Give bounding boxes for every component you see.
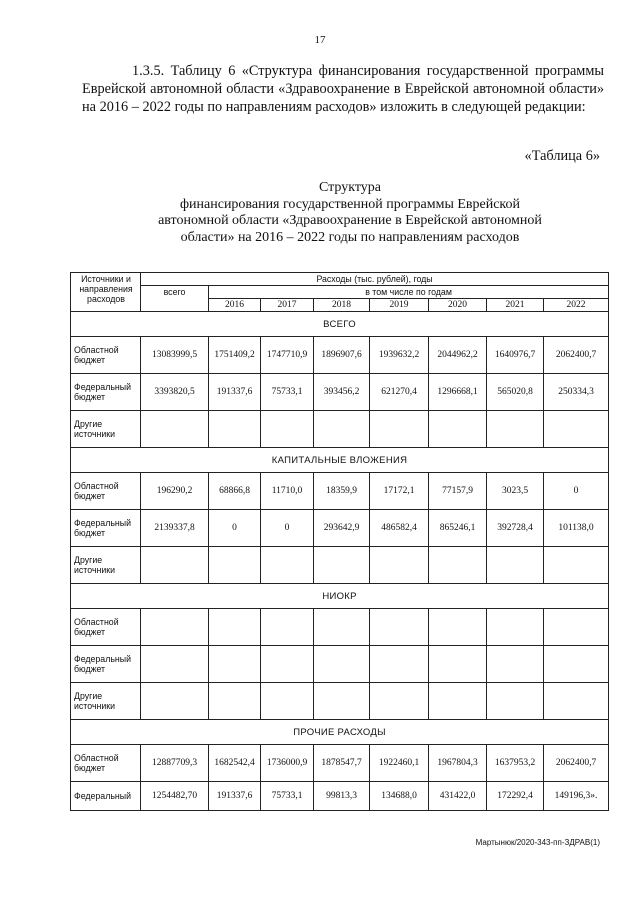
total-value: 196290,2: [141, 473, 209, 510]
source-label: Федеральный бюджет: [71, 374, 141, 411]
header-year: 2016: [209, 299, 261, 312]
year-value: 2044962,2: [429, 337, 487, 374]
total-value: 3393820,5: [141, 374, 209, 411]
year-value: 99813,3: [314, 782, 370, 811]
year-value: [370, 411, 429, 448]
title-line-1: Структура: [318, 180, 382, 195]
year-value: 75733,1: [261, 374, 314, 411]
financing-table-container: [70, 272, 608, 811]
year-value: 134688,0: [370, 782, 429, 811]
year-value: [544, 547, 609, 584]
year-value: [209, 609, 261, 646]
year-value: 1640976,7: [487, 337, 544, 374]
total-value: 1254482,70: [141, 782, 209, 811]
table-row: [71, 683, 609, 720]
table-row: [71, 411, 609, 448]
year-value: 393456,2: [314, 374, 370, 411]
year-value: [487, 646, 544, 683]
year-value: 1296668,1: [429, 374, 487, 411]
year-value: [261, 547, 314, 584]
financing-table: [70, 272, 609, 811]
total-value: [141, 683, 209, 720]
source-label: Другие источники: [71, 411, 141, 448]
table-reference: «Таблица 6»: [524, 148, 600, 164]
year-value: 0: [209, 510, 261, 547]
table-row: [71, 609, 609, 646]
title-line-3: автономной области «Здравоохранение в Еврейской автономной: [158, 213, 542, 228]
year-value: [261, 411, 314, 448]
year-value: [261, 609, 314, 646]
year-value: 101138,0: [544, 510, 609, 547]
year-value: [314, 547, 370, 584]
intro-paragraph: 1.3.5. Таблицу 6 «Структура финансирования государственной программы Еврейской автономной области «Здравоохранение в Еврейской автономной области» на 2016 – 2022 годы по направлениям расходов» изложить в следующей редакции:: [82, 63, 604, 115]
header-including-years: в том числе по годам: [209, 286, 609, 299]
header-year: 2022: [544, 299, 609, 312]
table-row: [71, 337, 609, 374]
source-label: Федеральный бюджет: [71, 646, 141, 683]
year-value: 149196,3».: [544, 782, 609, 811]
year-value: 68866,8: [209, 473, 261, 510]
year-value: [487, 547, 544, 584]
year-value: 1747710,9: [261, 337, 314, 374]
year-value: [544, 646, 609, 683]
year-value: [544, 411, 609, 448]
year-value: 0: [261, 510, 314, 547]
year-value: 191337,6: [209, 374, 261, 411]
header-expenses: Расходы (тыс. рублей), годы: [141, 273, 609, 286]
year-value: 77157,9: [429, 473, 487, 510]
year-value: 17172,1: [370, 473, 429, 510]
year-value: [429, 609, 487, 646]
year-value: 2062400,7: [544, 745, 609, 782]
year-value: 865246,1: [429, 510, 487, 547]
section-title: КАПИТАЛЬНЫЕ ВЛОЖЕНИЯ: [71, 448, 609, 473]
year-value: [370, 609, 429, 646]
year-value: 3023,5: [487, 473, 544, 510]
year-value: [429, 683, 487, 720]
year-value: 1751409,2: [209, 337, 261, 374]
source-label: Федеральный бюджет: [71, 510, 141, 547]
table-row: [71, 374, 609, 411]
total-value: 13083999,5: [141, 337, 209, 374]
table-row: [71, 547, 609, 584]
year-value: 1637953,2: [487, 745, 544, 782]
year-value: [370, 683, 429, 720]
year-value: 18359,9: [314, 473, 370, 510]
year-value: 1967804,3: [429, 745, 487, 782]
year-value: 486582,4: [370, 510, 429, 547]
year-value: [370, 646, 429, 683]
total-value: [141, 646, 209, 683]
source-label: Областной бюджет: [71, 609, 141, 646]
year-value: 191337,6: [209, 782, 261, 811]
year-value: 293642,9: [314, 510, 370, 547]
total-value: 12887709,3: [141, 745, 209, 782]
title-line-2: финансирования государственной программы Еврейской: [179, 196, 521, 212]
year-value: 565020,8: [487, 374, 544, 411]
table-row: [71, 510, 609, 547]
year-value: [261, 683, 314, 720]
header-year: 2021: [487, 299, 544, 312]
year-value: [544, 683, 609, 720]
section-title: НИОКР: [71, 584, 609, 609]
year-value: [544, 609, 609, 646]
page-number: 17: [314, 34, 326, 46]
table-row: [71, 646, 609, 683]
year-value: [429, 547, 487, 584]
year-value: [261, 646, 314, 683]
source-label: Областной бюджет: [71, 745, 141, 782]
source-label: Областной бюджет: [71, 473, 141, 510]
year-value: [209, 411, 261, 448]
header-year: 2020: [429, 299, 487, 312]
year-value: 1896907,6: [314, 337, 370, 374]
table-title: [120, 180, 580, 246]
section-title: ВСЕГО: [71, 312, 609, 337]
year-value: [370, 547, 429, 584]
year-value: 11710,0: [261, 473, 314, 510]
year-value: 1922460,1: [370, 745, 429, 782]
year-value: 1878547,7: [314, 745, 370, 782]
year-value: 172292,4: [487, 782, 544, 811]
year-value: [314, 683, 370, 720]
source-label: Другие источники: [71, 683, 141, 720]
year-value: [314, 609, 370, 646]
header-source: Источники и направления расходов: [71, 273, 141, 312]
year-value: 392728,4: [487, 510, 544, 547]
year-value: 431422,0: [429, 782, 487, 811]
title-line-4: области» на 2016 – 2022 годы по направлениям расходов: [180, 229, 520, 245]
year-value: [209, 646, 261, 683]
source-label: Федеральный: [71, 782, 141, 811]
source-label: Другие источники: [71, 547, 141, 584]
year-value: [487, 609, 544, 646]
year-value: 1682542,4: [209, 745, 261, 782]
year-value: 1736000,9: [261, 745, 314, 782]
total-value: 2139337,8: [141, 510, 209, 547]
year-value: [429, 646, 487, 683]
year-value: [487, 683, 544, 720]
header-year: 2017: [261, 299, 314, 312]
source-label: Областной бюджет: [71, 337, 141, 374]
year-value: [314, 411, 370, 448]
total-value: [141, 547, 209, 584]
total-value: [141, 411, 209, 448]
year-value: [429, 411, 487, 448]
year-value: [487, 411, 544, 448]
year-value: 250334,3: [544, 374, 609, 411]
section-title: ПРОЧИЕ РАСХОДЫ: [71, 720, 609, 745]
table-row: [71, 782, 609, 811]
year-value: 1939632,2: [370, 337, 429, 374]
year-value: 0: [544, 473, 609, 510]
year-value: 621270,4: [370, 374, 429, 411]
footer-code: Мартынюк/2020-343-пп-ЗДРАВ(1): [475, 838, 600, 847]
table-row: [71, 473, 609, 510]
header-year: 2018: [314, 299, 370, 312]
year-value: 75733,1: [261, 782, 314, 811]
table-row: [71, 745, 609, 782]
year-value: [209, 683, 261, 720]
total-value: [141, 609, 209, 646]
header-year: 2019: [370, 299, 429, 312]
header-total: всего: [141, 286, 209, 312]
year-value: [209, 547, 261, 584]
year-value: [314, 646, 370, 683]
year-value: 2062400,7: [544, 337, 609, 374]
